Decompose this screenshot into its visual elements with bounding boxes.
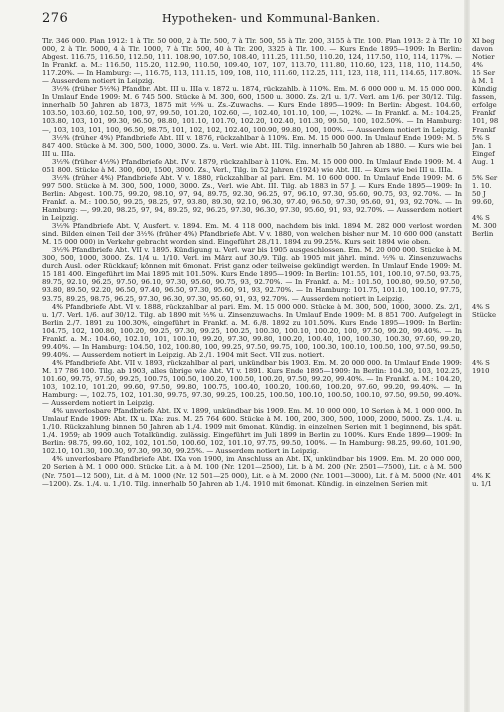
paragraph: 3½% Pfandbriefe Abt. V, Ausfert. v. 1894. Em. M. 4 118 000, nachdem bis inkl. 1894 M. 282 000 verlost worden sind. Bilden einen Teil der 3½% (früher 4%) Pfandbriefe Abt. V v. 1880, von welchen bisher nur M. 10 600 000 (anstatt M. 15 000 000) in Verkehr gebracht worden sind. Eingeführt 28./11. 1894 zu 99.25%. Kurs seit 1894 wie oben. bbox=[42, 222, 462, 247]
facing-page-line bbox=[472, 327, 504, 335]
facing-page-line: 99.60, bbox=[472, 197, 494, 206]
facing-page-line: 1910 bbox=[472, 366, 490, 375]
facing-page-line: 50 J bbox=[472, 189, 486, 198]
facing-page-line bbox=[472, 246, 504, 254]
facing-page-line bbox=[472, 439, 504, 447]
facing-page-line bbox=[472, 616, 504, 624]
facing-page-line: Aug. 1 bbox=[472, 157, 495, 166]
facing-page-line bbox=[472, 383, 504, 391]
facing-page-line: erfolge bbox=[472, 101, 497, 110]
facing-page-line bbox=[472, 512, 504, 520]
facing-page-line: 5% Ser bbox=[472, 173, 498, 182]
facing-page-line bbox=[472, 351, 504, 359]
facing-page-line bbox=[472, 431, 504, 439]
facing-page-line: 4% S bbox=[472, 214, 490, 223]
facing-page-line: 4% bbox=[472, 61, 483, 70]
facing-page-line bbox=[472, 270, 504, 278]
facing-page-line: Stücke bbox=[472, 310, 497, 319]
facing-page-line: 5% S bbox=[472, 133, 490, 142]
paragraph: 3½% Pfandbriefe Abt. VII v. 1895. Kündigung u. Verl. war bis 1905 ausgeschlossen. Em. M. 20 000 000. Stücke à M. 300, 500, 1000, 3000. Zs. 1/4 u. 1/10. Verl. im März auf 30./9. Tilg. ab 1905 mit jährl. mind. ½% u. Zinsenzuwachs durch Ausl. oder Rückkauf; können mit 6monat. Frist ganz oder teilweise gekündigt werden. In Umlauf Ende 1909: M. 15 181 400. Eingeführt im Mai 1895 mit 101.50%. Kurs Ende 1895—1909: In Berlin: 101.55, 101, 100.10, 97.50, 93.75, 89.75, 92.10, 96.25, 97.50, 96.10, 97.30, 95.60, 90.75, 93, 92.70%. — In Frankf. a. M.: 101.50, 100.80, 99.50, 97.50, 93.80, 89.50, 92.20, 96.50, 97.40, 96.50, 97.30, 95.60, 91, 93, 92.70%. — In Hamburg: 101.75, 101.10, 100.10, 97.75, 93.75, 89.25, 98.75, 96.25, 97.30, 96.30, 97.30, 95.60, 91, 93, 92.70%. — Ausserdem notiert in Leipzig. bbox=[42, 246, 462, 303]
running-title: Hypotheken- und Kommunal-Banken. bbox=[162, 12, 381, 25]
facing-page-line bbox=[472, 262, 504, 270]
facing-page-line: Berlin bbox=[472, 230, 494, 239]
facing-page-line: Frankf bbox=[472, 109, 496, 118]
facing-page-line bbox=[472, 544, 504, 552]
facing-page-line: Kündig bbox=[472, 85, 497, 94]
facing-page-line bbox=[472, 584, 504, 592]
page-header bbox=[42, 11, 462, 27]
facing-page-line bbox=[472, 576, 504, 584]
facing-page-line: XI beg bbox=[472, 37, 495, 45]
facing-page-line: Jan. 1 bbox=[472, 141, 493, 150]
facing-page-line: u. 1/1 bbox=[472, 479, 492, 488]
facing-page-line bbox=[472, 536, 504, 544]
paragraph: 3½% (früher 5½%) Pfandbr. Abt. III u. IIIa v. 1872 u. 1874, rückzahlb. à 110%. Em. M. 6 000 000 u. M. 15 000 000. In Umlauf Ende 1909: M. 6 745 500. Stücke à M. 300, 600, 1500 u. 3000. Zs. 2/1 u. 1/7. Verl. am 1/6. per 30/12. Tilg. innerhalb 50 Jahren ab 1873, 1875 mit ½% u. Zs.-Zuwachs. — Kurs Ende 1895—1909: In Berlin: Abgest. 104.60, 103.50, 103.60, 102.50, 100, 97, 99.50, 101.20, 102.60, —, 102.40, 101.10, 100, —, 102%. — In Frankf. a. M.: 104.25, 103.80, 103, 101, 99.30, 96.50, 98.80, 101.10, 101.70, 102.20, 102.40, 101.30, 99.50, 100, 102.50%. — In Hamburg: —, 103, 103, 101, 100, 96.50, 98.75, 101, 102, 102, 102.40, 100.90, 99.80, 100, 100%. — Ausserdem notiert in Leipzig. bbox=[42, 85, 462, 134]
facing-page-line bbox=[472, 592, 504, 600]
page-gutter bbox=[464, 0, 470, 712]
facing-page-line bbox=[472, 335, 504, 343]
paragraph: Tlr. 346 000. Plan 1912: 1 à Tlr. 50 000, 2 à Tlr. 500, 7 à Tlr. 500, 55 à Tlr. 200, 3155 à Tlr. 100. Plan 1913: 2 à Tlr. 10 000, 2 à Tlr. 5000, 4 à Tlr. 1000, 7 à Tlr. 500, 40 à Tlr. 200, 3325 à Tlr. 100. — Kurs Ende 1895—1909: In Berlin: Abgest. 116.75, 116.50, 112.50, 111. 108.90, 107.50, 108.40, 111.25, 111.50, 110.20, 124, 117.50, 110, 114, 117%. — In Frankf. a. M.: 116.50, 115.20, 112.90, 110.50, 109.40, 107, 107, 113.70, 111.80, 110.60, 123, 118, 110, 114.50, 117.20%. — In Hamburg: —, 116.75, 113, 111.15, 109, 108, 110, 111.60, 112.25, 111, 123, 118, 111, 114.65, 117.80%. — Ausserdem notiert in Leipzig. bbox=[42, 37, 462, 86]
facing-page-line: 4% S bbox=[472, 302, 490, 311]
paragraph: 4% Pfandbriefe Abt. VI v. 1888, rückzahlbar al pari. Em. M. 15 000 000. Stücke à M. 300, 500, 1000, 3000. Zs. 2/1, u. 1/7. Verl. 1/6. auf 30/12. Tilg. ab 1890 mit ½% u. Zinsenzuwachs. In Umlauf Ende 1909: M. 8 851 700. Aufgelegt in Berlin 2./7. 1891 zu 100.30%, eingeführt in Frankf. a. M. 6./8. 1892 zu 101.50%. Kurs Ende 1895—1909: In Berlin: 104.75, 102, 100.80, 100.20, 99.25, 97.30, 99.25, 100.25, 100.30, 100.10, 100.20, 100, 97.50, 99.20, 99.40%. — In Frankf. a. M.: 104.60, 102.10, 101, 100.10, 99.20, 97.30, 99.80, 100.20, 100.40, 100, 100.30, 100.30, 97.60, 99.20, 99.40%. — In Hamburg: 104.50, 102, 100.80, 100, 99.25, 97.50, 99.75, 100, 100.30, 100.10, 100.50, 100, 97.50, 99.50, 99.40%. — Ausserdem notiert in Leipzig. Ab 2./1. 1904 mit Sect. VII zus. notiert. bbox=[42, 302, 462, 359]
facing-page-line bbox=[472, 278, 504, 286]
facing-page-line bbox=[472, 375, 504, 383]
facing-page-line bbox=[472, 632, 504, 640]
facing-page-line bbox=[472, 600, 504, 608]
facing-page-line bbox=[472, 206, 504, 214]
facing-page-line: davon bbox=[472, 45, 493, 54]
facing-page-line bbox=[472, 496, 504, 504]
facing-page-line: Notier bbox=[472, 53, 495, 62]
facing-page-line bbox=[472, 343, 504, 351]
facing-page-line bbox=[472, 520, 504, 528]
facing-page-line bbox=[472, 319, 504, 327]
paragraph: 4% Pfandbriefe Abt. VII v. 1893, rückzahlbar al pari, unkündbar bis 1903. Em. M. 20 000 000. In Umlauf Ende 1909: M. 17 786 100. Tilg. ab 1903, alles übrige wie Abt. VI v. 1891. Kurs Ende 1895—1909: In Berlin: 104.30, 103, 102.25, 101.60, 99.75, 97.50, 99.25, 100.75, 100.50, 100.20, 100.50, 100.20, 97.50, 99.20, 99.40%. — In Frankf. a. M.: 104.20, 103, 102.10, 101.20, 99.60, 97.50, 99.80, 100.75, 100.40, 100.20, 100.60, 100.20, 97.60, 99.20, 99.40%. — In Hamburg: —, 102.75, 102, 101.30, 99.75, 97.30, 99.25, 100.25, 100.50, 100.10, 100.50, 100.10, 97.50, 99.50, 99.40%. — Ausserdem notiert in Leipzig. bbox=[42, 358, 462, 408]
facing-page-line bbox=[472, 455, 504, 463]
facing-page-line bbox=[472, 504, 504, 512]
facing-page-line bbox=[472, 238, 504, 246]
facing-page-line bbox=[472, 166, 504, 174]
paragraph: 3½% (früher 4½%) Pfandbriefe Abt. IV v. 1879, rückzahlbar à 110%. Em. M. 15 000 000. In Umlauf Ende 1909: M. 4 051 800. Stücke à M. 300, 600, 1500, 3000. Zs., Verl., Tilg. in 52 Jahren (1924) wie Abt. III. — Kurs wie bei III u. IIIa. bbox=[42, 157, 462, 174]
facing-page-line bbox=[472, 407, 504, 415]
facing-page-line bbox=[472, 254, 504, 262]
facing-page-line: M. 300 bbox=[472, 222, 497, 231]
facing-page-line bbox=[472, 286, 504, 294]
facing-page-line: fassen, bbox=[472, 93, 497, 102]
facing-page-line bbox=[472, 423, 504, 431]
main-text-column bbox=[42, 37, 462, 488]
facing-page-line bbox=[472, 560, 504, 568]
facing-page-line bbox=[472, 624, 504, 632]
facing-page-line: Eingef bbox=[472, 149, 495, 158]
page-number: 276 bbox=[42, 11, 69, 26]
facing-page-line bbox=[472, 415, 504, 423]
facing-page-line: 15 Ser bbox=[472, 69, 496, 78]
facing-page-line bbox=[472, 463, 504, 471]
facing-page-line: 4% K bbox=[472, 471, 491, 480]
paragraph: 3½% (früher 4%) Pfandbriefe Abt. III v. 1876, rückzahlbar à 110%. Em. M. 15 000 000. In Umlauf Ende 1909: M. 5 847 400. Stücke à M. 300, 500, 1000, 3000. Zs. u. Verl. wie Abt. III. Tilg. innerhalb 50 Jahren ab 1880. — Kurs wie bei III u. IIIa. bbox=[42, 133, 462, 158]
facing-page-line bbox=[472, 528, 504, 536]
facing-page-line: 1. 10. bbox=[472, 181, 492, 190]
facing-page-line: 101, 98 bbox=[472, 117, 499, 126]
facing-page-line bbox=[472, 295, 504, 303]
facing-page-line bbox=[472, 447, 504, 455]
paragraph: 3½% (früher 4%) Pfandbriefe Abt. V v. 1880, rückzahlbar al pari. Em. M. 10 600 000. In Umlauf Ende 1909: M. 6 997 500. Stücke à M. 300, 500, 1000, 3000. Zs., Verl. wie Abt. III. Tilg. ab 1883 in 57 J. — Kurs Ende 1895—1909: In Berlin: Abgest. 100.75, 99.20, 98.10, 97, 94, 89.75, 92.30, 96.25, 97, 96.10, 97.30, 95.60, 90.75, 93, 92.70%. — In Frankf. a. M.: 100.50, 99.25, 98.25, 97, 93.80, 89.30, 92.10, 96.30, 97.40, 96.50, 97.30, 95.60, 91, 93, 92.70%. — In Hamburg: —, 99.20, 98.25, 97, 94, 89.25, 92, 96.25, 97.30, 96.30, 97.30, 95.60, 91, 93, 92.70%. — Ausserdem notiert in Leipzig. bbox=[42, 173, 462, 223]
paragraph: 4% unverlosbare Pfandbriefe Abt. IXa von 1900, im Anschluss an Abt. IX, unkündbar bis 1909. Em. M. 20 000 000, 20 Serien à M. 1 000 000. Stücke Lit. a à M. 100 (Nr. 1201—2500), Lit. b à M. 200 (Nr. 2501—7500), Lit. c à M. 500 (Nr. 7501—12 500), Lit. d à M. 1000 (Nr. 12 501—25 000), Lit. e à M. 2000 (Nr. 1001—3000), Lit. f à M. 5000 (Nr. 401—1200). Zs. 1./4. u. 1./10. Tilg. innerhalb 50 Jahren ab 1./4. 1910 mit 6monat. Kündig. in einzelnen Serien mit bbox=[42, 455, 462, 488]
paragraph: 4% unverlosbare Pfandbriefe Abt. IX v. 1899, unkündbar bis 1909. Em. M. 10 000 000, 10 Serien à M. 1 000 000. In Umlauf Ende 1909: Abt. IX u. IXa: zus. M. 25 764 600. Stücke à M. 100, 200, 300, 500, 1000, 2000, 5000. Zs. 1./4. u. 1./10. Rückzahlung binnen 50 Jahren ab 1./4. 1909 mit 6monat. Kündig. in einzelnen Serien mit 1 beginnend, bis spät. 1./4. 1959; ab 1909 auch Totalkündig. zulässig. Eingeführt im Juli 1899 in Berlin zu 100%. Kurs Ende 1899—1909: In Berlin: 98.75, 99.60, 102, 102, 101.50, 100.60, 102, 101.10, 97.75, 99.50, 100%. — In Hamburg: 98.25, 99.60, 101.90, 102.10, 101.30, 100.30, 97.30, 99.30, 99.25%. — Ausserdem notiert in Leipzig. bbox=[42, 407, 462, 456]
facing-page-line: à M. 1 bbox=[472, 77, 495, 86]
facing-page-line: Frankf bbox=[472, 125, 496, 134]
facing-page-line bbox=[472, 608, 504, 616]
facing-page-line bbox=[472, 641, 504, 649]
facing-page-line: 4% S bbox=[472, 358, 490, 367]
facing-page-line bbox=[472, 568, 504, 576]
facing-page-line bbox=[472, 552, 504, 560]
facing-page-line bbox=[472, 399, 504, 407]
facing-page-line bbox=[472, 391, 504, 399]
facing-page-line bbox=[472, 488, 504, 496]
facing-page-fragment bbox=[472, 37, 504, 649]
